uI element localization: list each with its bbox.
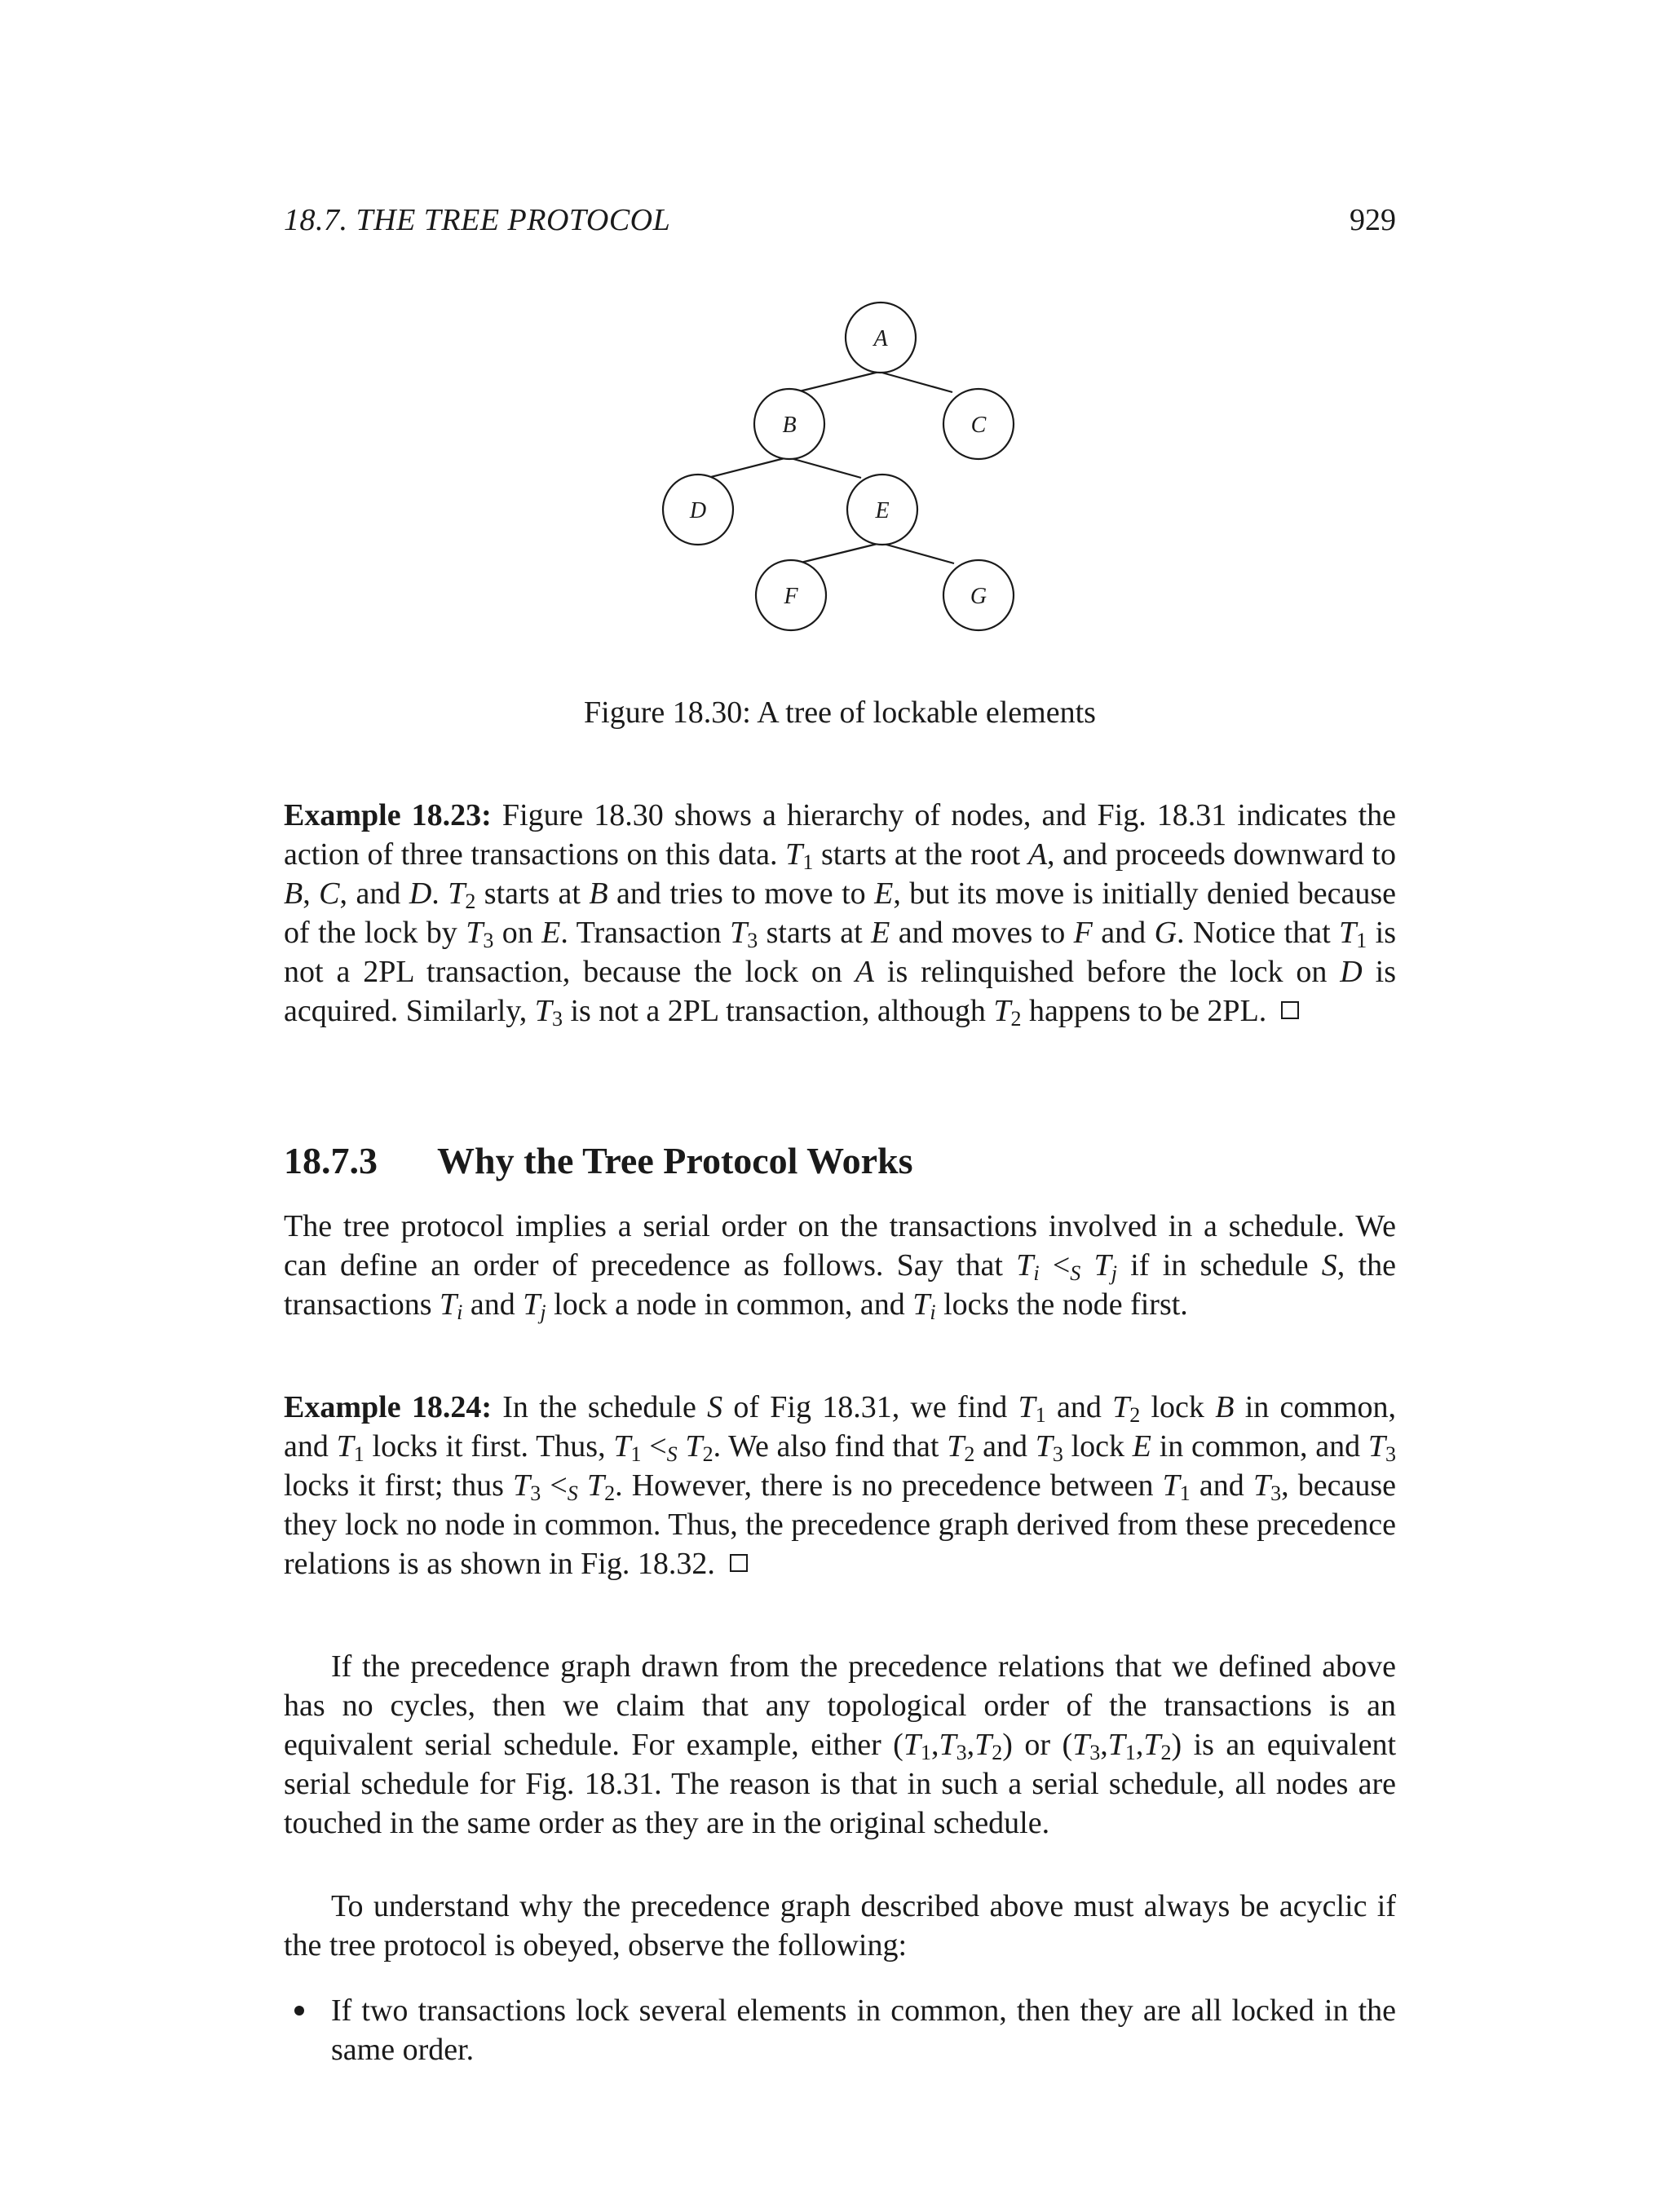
edge-b-d [708, 457, 788, 478]
bullet-text: If two transactions lock several elements in common, then they are all locked in the same order. [331, 1993, 1396, 2067]
bullet-item [331, 1991, 1396, 2069]
bullet-dot [294, 2006, 304, 2016]
paragraph-topological-order: If the precedence graph drawn from the precedence relations that we defined above has no cycles, then we claim that any topological order of the transactions is an equivalent serial schedule. For example, either $(T_1,T_3,T_2)$ or $(T_3,T_1,T_2)$ is an equivalent serial schedule for Fig. 18.31. The reason is that in such a serial schedule, all nodes are touched in the same order as they are in the original schedule. [284, 1649, 1396, 1840]
example-18-23: Example 18.23: Figure 18.30 shows a hierarchy of nodes, and Fig. 18.31 indicates the action of three transactions on this data. $T_1$ starts at the root A, and proceeds downward to B, C, and D. $T_2$ starts at B and tries to move to E, but its move is initially denied because of the lock by $T_3$ on E. Transaction $T_3$ starts at E and moves to F and G. Notice that $T_1$ is not a 2PL transaction, because the lock on A is relinquished before the lock on D is acquired. Similarly, $T_3$ is not a 2PL transaction, although $T_2$ happens to be 2PL. [284, 798, 1396, 1031]
node-label-c: C [970, 413, 987, 438]
node-label-e: E [875, 498, 890, 523]
node-label-g: G [970, 584, 987, 609]
section-heading [284, 1139, 913, 1182]
running-header [284, 202, 1396, 251]
node-label-b: B [782, 413, 797, 438]
figure-tree-diagram [284, 285, 1396, 677]
section-running-title: 18.7. THE TREE PROTOCOL [284, 203, 671, 237]
paragraph-precedence-definition: The tree protocol implies a serial order on the transactions involved in a schedule. We can define an order of precedence as follows. Say that $T_i <_S$ $T_j$ if in schedule S, the transactions $T_i$ and $T_j$ lock a node in common, and $T_i$ locks the node first. [284, 1209, 1397, 1324]
section-number: 18.7.3 [284, 1140, 378, 1181]
page-number: 929 [1350, 203, 1396, 237]
end-of-example-box [1281, 1001, 1299, 1019]
example-18-24: Example 18.24: In the schedule S of Fig 18.31, we find $T_1$ and $T_2$ lock B in common, and $T_1$ locks it first. Thus, $T_1 <_S$ $T_2$. We also find that $T_2$ and $T_3$ lock E in common, and $T_3$ locks it first; thus $T_3 <_S$ $T_2$. However, there is no precedence between $T_1$ and $T_3$, because they lock no node in common. Thus, the precedence graph derived from these precedence relations is as shown in Fig. 18.32. [284, 1390, 1397, 1581]
edge-e-f [797, 543, 881, 563]
edge-b-e [788, 457, 861, 478]
edge-e-g [881, 543, 954, 563]
node-label-d: D [689, 498, 707, 523]
paragraph-acyclic-intro: To understand why the precedence graph described above must always be acyclic if the tree protocol is obeyed, observe the following: [284, 1889, 1396, 1963]
tree-diagram-svg [284, 285, 1396, 677]
end-of-example-box [730, 1554, 748, 1572]
node-label-a: A [873, 326, 888, 351]
edge-a-b [796, 372, 879, 392]
node-label-f: F [784, 584, 798, 609]
document-page [284, 0, 1396, 2212]
section-title: Why the Tree Protocol Works [437, 1140, 913, 1181]
edge-a-c [879, 372, 952, 392]
figure-caption: Figure 18.30: A tree of lockable elements [584, 695, 1096, 730]
